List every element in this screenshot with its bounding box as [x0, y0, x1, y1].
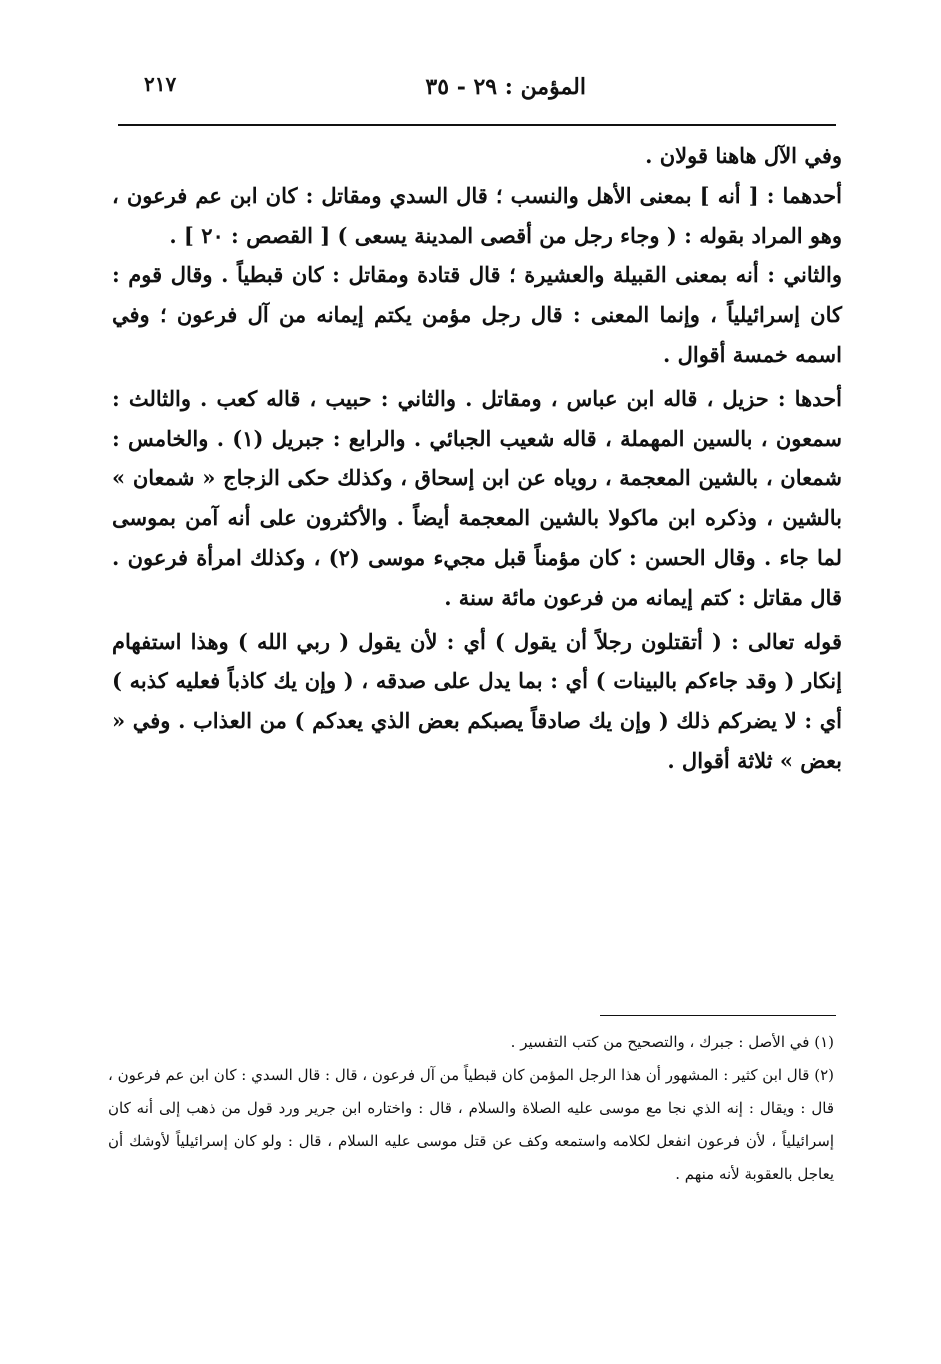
- page-number: ٢١٧: [144, 72, 177, 96]
- footnote-2: (٢) قال ابن كثير : المشهور أن هذا الرجل المؤمن كان قبطياً من آل فرعون ، قال : قال السدي : كان ابن عم فرعون ، قال : ويقال : إنه الذي نجا مع موسى عليه الصلاة والسلام ، قال : واختاره ابن جرير ورد قول من ذهب إلى أنه كان إسرائيلياً ، لأن فرعون انفعل لكلامه واستمعه وكف عن قتل موسى عليه السلام ، قال : ولو كان إسرائيلياً لأوشك أن يعاجل بالعقوبة لأنه منهم .: [108, 1066, 834, 1183]
- footnote-1: (١) في الأصل : جبرك ، والتصحيح من كتب التفسير .: [510, 1033, 834, 1051]
- running-title: المؤمن : ٢٩ - ٣٥: [425, 74, 586, 100]
- paragraph-names: أحدها : حزيل ، قاله ابن عباس ، ومقاتل . والثاني : حبيب ، قاله كعب . والثالث : سمعون ، بالسين المهملة ، قاله شعيب الجبائي . والرابع : جبريل (١) . والخامس : شمعان ، بالشين المعجمة ، روياه عن ابن إسحاق ، وكذلك حكى الزجاج « شمعان » بالشين ، وذكره ابن ماكولا بالشين المعجمة أيضاً . والأكثرون على أنه آمن بموسى لما جاء . وقال الحسن : كان مؤمناً قبل مجيء موسى (٢) ، وكذلك امرأة فرعون . قال مقاتل : كتم إيمانه من فرعون مائة سنة .: [112, 385, 842, 610]
- paragraph-al-meaning: وفي الآل هاهنا قولان .: [645, 143, 842, 168]
- paragraph-verse-commentary: قوله تعالى : ( أتقتلون رجلاً أن يقول ) أي : لأن يقول ( ربي الله ) وهذا استفهام إنكار ( وقد جاءكم بالبينات ) أي : بما يدل على صدقه ، ( وإن يك كاذباً فعليه كذبه ) أي : لا يضركم ذلك ( وإن يك صادقاً يصبكم بعض الذي يعدكم ) من العذاب . وفي « بعض » ثلاثة أقوال .: [112, 628, 843, 773]
- header-divider: [118, 124, 836, 126]
- running-header: [118, 62, 836, 106]
- main-text: [112, 136, 842, 781]
- footnotes: [108, 1026, 834, 1191]
- paragraph-first-view: أحدهما : [ أنه ] بمعنى الأهل والنسب ؛ قال السدي ومقاتل : كان ابن عم فرعون ، وهو المراد بقوله : ( وجاء رجل من أقصى المدينة يسعى ) [ القصص : ٢٠ ] .: [112, 182, 842, 248]
- paragraph-second-view: والثاني : أنه بمعنى القبيلة والعشيرة ؛ قال قتادة ومقاتل : كان قبطياً . وقال قوم : كان إسرائيلياً ، وإنما المعنى : قال رجل مؤمن يكتم إيمانه من آل فرعون ؛ وفي اسمه خمسة أقوال .: [112, 262, 842, 367]
- footnote-divider: [600, 1015, 836, 1016]
